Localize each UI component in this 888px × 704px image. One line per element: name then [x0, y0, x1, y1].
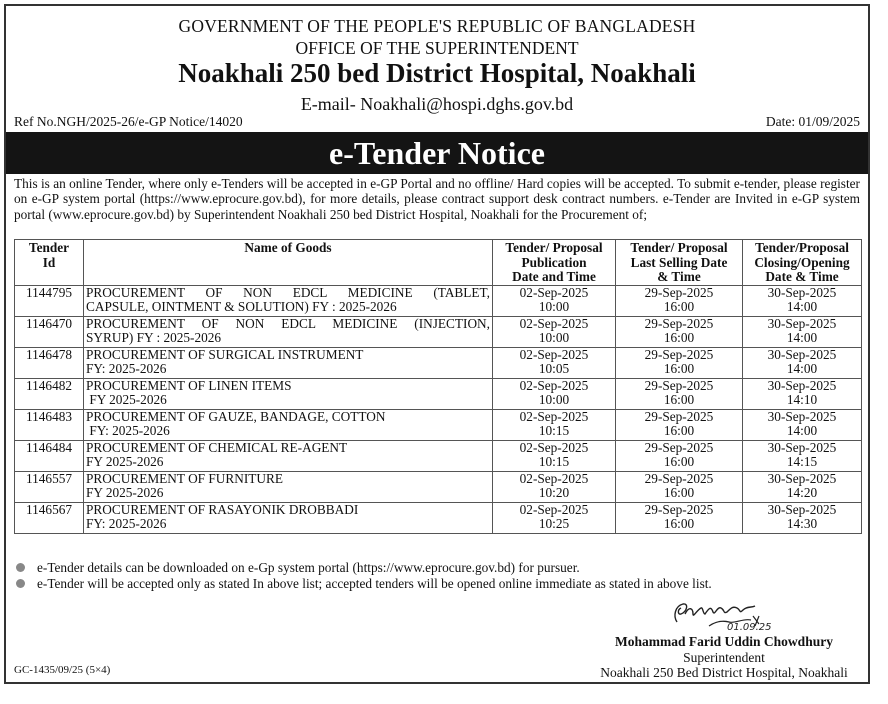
- publication-cell: 02-Sep-2025 10:00: [493, 285, 616, 316]
- goods-name-cell: [84, 378, 493, 409]
- last-selling-cell: 29-Sep-2025 16:00: [616, 316, 743, 347]
- header-name-of-goods: Name of Goods: [84, 240, 493, 286]
- tender-id-cell: 1146482: [15, 378, 84, 409]
- goods-name-cell: [84, 502, 493, 533]
- last-selling-cell: 29-Sep-2025 16:00: [616, 502, 743, 533]
- closing-opening-cell: 30-Sep-2025 14:00: [743, 409, 862, 440]
- last-selling-cell: 29-Sep-2025 16:00: [616, 285, 743, 316]
- goods-name-line: PROCUREMENT OF NON EDCL MEDICINE (INJECTION,: [86, 315, 490, 331]
- notice-banner: e-Tender Notice: [6, 132, 868, 174]
- publication-cell: 02-Sep-2025 10:15: [493, 409, 616, 440]
- publication-cell: 02-Sep-2025 10:20: [493, 471, 616, 502]
- tender-id-cell: 1146470: [15, 316, 84, 347]
- tender-id-cell: 1146483: [15, 409, 84, 440]
- last-selling-cell: 29-Sep-2025 16:00: [616, 440, 743, 471]
- table-row: [15, 347, 862, 378]
- closing-opening-cell: 30-Sep-2025 14:15: [743, 440, 862, 471]
- goods-name-line: FY: 2025-2026: [86, 423, 170, 438]
- goods-name-cell: [84, 347, 493, 378]
- intro-paragraph: This is an online Tender, where only e-Tenders will be accepted in e-GP Portal and no offline/ Hard copies will be accepted. To submit e-tender, please register on e-GP system portal (https://www.eprocure.gov.bd), for more details, please contract support desk contract numbers. e-Tender are Invited in e-GP system portal (www.eprocure.gov.bd) by Superintendent Noakhali 250 bed District Hospital, Noakhali for the Procurement of;: [14, 176, 860, 222]
- goods-name-line: PROCUREMENT OF LINEN ITEMS: [86, 377, 292, 393]
- goods-name-cell: [84, 409, 493, 440]
- goods-name-line: PROCUREMENT OF CHEMICAL RE-AGENT: [86, 439, 348, 455]
- tender-id-cell: 1144795: [15, 285, 84, 316]
- footer-code: GC-1435/09/25 (5×4): [14, 664, 111, 676]
- bullet-icon: [16, 563, 25, 572]
- closing-opening-cell: 30-Sep-2025 14:10: [743, 378, 862, 409]
- table-row: [15, 409, 862, 440]
- goods-name-line: SYRUP) FY : 2025-2026: [86, 330, 222, 345]
- goods-name-line: FY 2025-2026: [86, 485, 164, 500]
- bullet-icon: [16, 579, 25, 588]
- goods-name-cell: [84, 440, 493, 471]
- closing-opening-cell: 30-Sep-2025 14:20: [743, 471, 862, 502]
- table-row: [15, 285, 862, 316]
- signatory-organization: Noakhali 250 Bed District Hospital, Noakhali: [600, 665, 848, 680]
- table-row: [15, 440, 862, 471]
- last-selling-cell: 29-Sep-2025 16:00: [616, 409, 743, 440]
- goods-name-line: FY 2025-2026: [86, 392, 167, 407]
- goods-name-line: PROCUREMENT OF SURGICAL INSTRUMENT: [86, 346, 364, 362]
- publication-cell: 02-Sep-2025 10:00: [493, 316, 616, 347]
- goods-name-line: PROCUREMENT OF RASAYONIK DROBBADI: [86, 501, 359, 517]
- header-publication: Tender/ Proposal Publication Date and Time: [493, 240, 616, 286]
- closing-opening-cell: 30-Sep-2025 14:30: [743, 502, 862, 533]
- goods-name-line: PROCUREMENT OF FURNITURE: [86, 470, 284, 486]
- notice-frame: [4, 4, 870, 684]
- goods-name-line: PROCUREMENT OF NON EDCL MEDICINE (TABLET,: [86, 284, 490, 300]
- table-row: [15, 378, 862, 409]
- tender-id-cell: 1146484: [15, 440, 84, 471]
- note-item: e-Tender details can be downloaded on e-Gp system portal (https://www.eprocure.gov.bd) for pursuer.: [16, 560, 712, 576]
- handwritten-signature-icon: [669, 596, 779, 632]
- signatory-name: Mohammad Farid Uddin Chowdhury: [615, 634, 833, 649]
- closing-opening-cell: 30-Sep-2025 14:00: [743, 347, 862, 378]
- goods-name-cell: [84, 471, 493, 502]
- note-item: e-Tender will be accepted only as stated In above list; accepted tenders will be opened online immediate as stated in above list.: [16, 576, 712, 592]
- closing-opening-cell: 30-Sep-2025 14:00: [743, 285, 862, 316]
- signature-block: [594, 596, 854, 680]
- tender-id-cell: 1146478: [15, 347, 84, 378]
- publication-cell: 02-Sep-2025 10:05: [493, 347, 616, 378]
- last-selling-cell: 29-Sep-2025 16:00: [616, 347, 743, 378]
- reference-number: Ref No.NGH/2025-26/e-GP Notice/14020: [14, 114, 243, 129]
- header-last-selling: Tender/ Proposal Last Selling Date & Time: [616, 240, 743, 286]
- tender-table: [14, 239, 862, 534]
- notes-list: [16, 560, 712, 591]
- goods-name-line: FY: 2025-2026: [86, 361, 167, 376]
- table-header-row: [15, 240, 862, 286]
- goods-name-line: FY: 2025-2026: [86, 516, 167, 531]
- closing-opening-cell: 30-Sep-2025 14:00: [743, 316, 862, 347]
- last-selling-cell: 29-Sep-2025 16:00: [616, 471, 743, 502]
- publication-cell: 02-Sep-2025 10:15: [493, 440, 616, 471]
- publication-cell: 02-Sep-2025 10:25: [493, 502, 616, 533]
- tender-id-cell: 1146557: [15, 471, 84, 502]
- goods-name-cell: [84, 316, 493, 347]
- hospital-title: Noakhali 250 bed District Hospital, Noakhali: [178, 58, 696, 88]
- goods-name-line: CAPSULE, OINTMENT & SOLUTION) FY : 2025-2026: [86, 299, 397, 314]
- header-closing-opening: Tender/Proposal Closing/Opening Date & Time: [743, 240, 862, 286]
- goods-name-line: FY 2025-2026: [86, 454, 164, 469]
- table-row: [15, 471, 862, 502]
- notice-date: Date: 01/09/2025: [765, 114, 860, 129]
- signatory-title: Superintendent: [683, 650, 765, 665]
- office-heading: OFFICE OF THE SUPERINTENDENT: [295, 38, 579, 58]
- table-row: [15, 316, 862, 347]
- publication-cell: 02-Sep-2025 10:00: [493, 378, 616, 409]
- signature-date: 01.09.25: [727, 622, 772, 632]
- goods-name-cell: [84, 285, 493, 316]
- government-heading: GOVERNMENT OF THE PEOPLE'S REPUBLIC OF BANGLADESH: [178, 16, 696, 36]
- header-tender-id: Tender Id: [15, 240, 84, 286]
- last-selling-cell: 29-Sep-2025 16:00: [616, 378, 743, 409]
- tender-id-cell: 1146567: [15, 502, 84, 533]
- table-row: [15, 502, 862, 533]
- email-line: E-mail- Noakhali@hospi.dghs.gov.bd: [300, 94, 574, 114]
- goods-name-line: PROCUREMENT OF GAUZE, BANDAGE, COTTON: [86, 408, 386, 424]
